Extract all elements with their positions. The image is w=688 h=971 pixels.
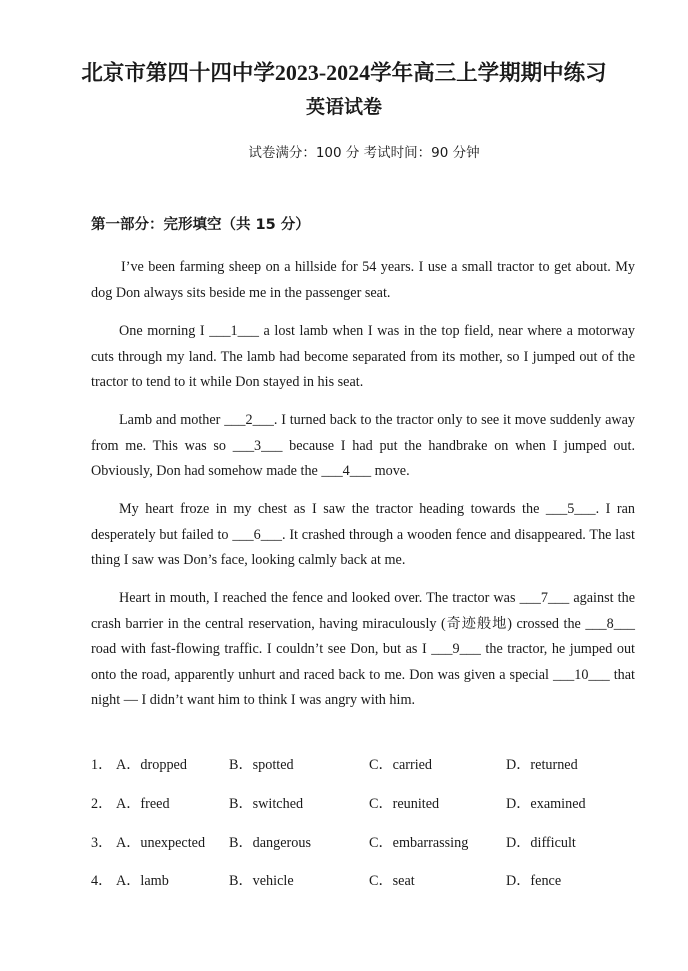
passage-paragraph-5: Heart in mouth, I reached the fence and looked over. The tractor was ___7___ against the crash barrier in the central reservation, having miraculously (奇迹般地) crossed the ___8___ road with fast-flowing traffic. I couldn’t see Don, but as I ___9___ the tractor, he jumped out onto the road, apparently unhurt and raced back to me. Don was given a special ___10___ that night — I didn’t want him to think I was angry with him.	[91, 590, 635, 708]
question-3	[91, 832, 651, 854]
option-b: B．spotted	[229, 757, 294, 773]
question-number: 3．	[91, 835, 113, 851]
option-d: D．examined	[506, 796, 586, 812]
option-d: D．returned	[506, 757, 578, 773]
page-subtitle: 英语试卷	[305, 96, 382, 118]
option-c: C．carried	[369, 757, 433, 773]
question-1	[91, 754, 651, 776]
section-heading: 第一部分：完形填空（共 15 分）	[91, 217, 310, 233]
passage-paragraph-3: Lamb and mother ___2___. I turned back to the tractor only to see it move suddenly away from me. This was so ___3___ because I had put the handbrake on when I jumped out. Obviously, Don had somehow made the ___4___ move.	[91, 412, 635, 479]
question-2	[91, 793, 651, 815]
title-school: 北京市第四十四中学	[81, 61, 275, 86]
question-number: 2．	[91, 796, 113, 812]
exam-meta: 试卷满分：100 分 考试时间：90 分钟	[248, 145, 480, 161]
question-number: 1．	[91, 757, 113, 773]
option-a: A．lamb	[116, 873, 169, 889]
option-d: D．fence	[506, 873, 562, 889]
passage-paragraph-2: One morning I ___1___ a lost lamb when I was in the top field, near where a motorway cuts through my land. The lamb had become separated from its mother, so I jumped out of the tractor to tend to it while Don stayed in his seat.	[91, 323, 635, 390]
option-c: C．reunited	[369, 796, 440, 812]
option-b: B．vehicle	[229, 873, 294, 889]
option-a: A．freed	[116, 796, 170, 812]
option-a: A．dropped	[116, 757, 187, 773]
option-d: D．difficult	[506, 835, 576, 851]
title-rest: 学年高三上学期期中练习	[370, 61, 607, 86]
option-c: C．embarrassing	[369, 835, 469, 851]
page-title	[0, 56, 688, 87]
option-a: A．unexpected	[116, 835, 206, 851]
passage-paragraph-4: My heart froze in my chest as I saw the tractor heading towards the ___5___. I ran desperately but failed to ___6___. It crashed through a wooden fence and disappeared. The last thing I saw was Don’s face, looking calmly back at me.	[91, 501, 635, 568]
option-b: B．dangerous	[229, 835, 311, 851]
question-number: 4．	[91, 873, 113, 889]
option-c: C．seat	[369, 873, 415, 889]
question-4	[91, 870, 651, 892]
option-b: B．switched	[229, 796, 304, 812]
passage-paragraph-1: I’ve been farming sheep on a hillside for 54 years. I use a small tractor to get about. My dog Don always sits beside me in the passenger seat.	[91, 259, 635, 301]
title-year: 2023-2024	[274, 60, 371, 85]
